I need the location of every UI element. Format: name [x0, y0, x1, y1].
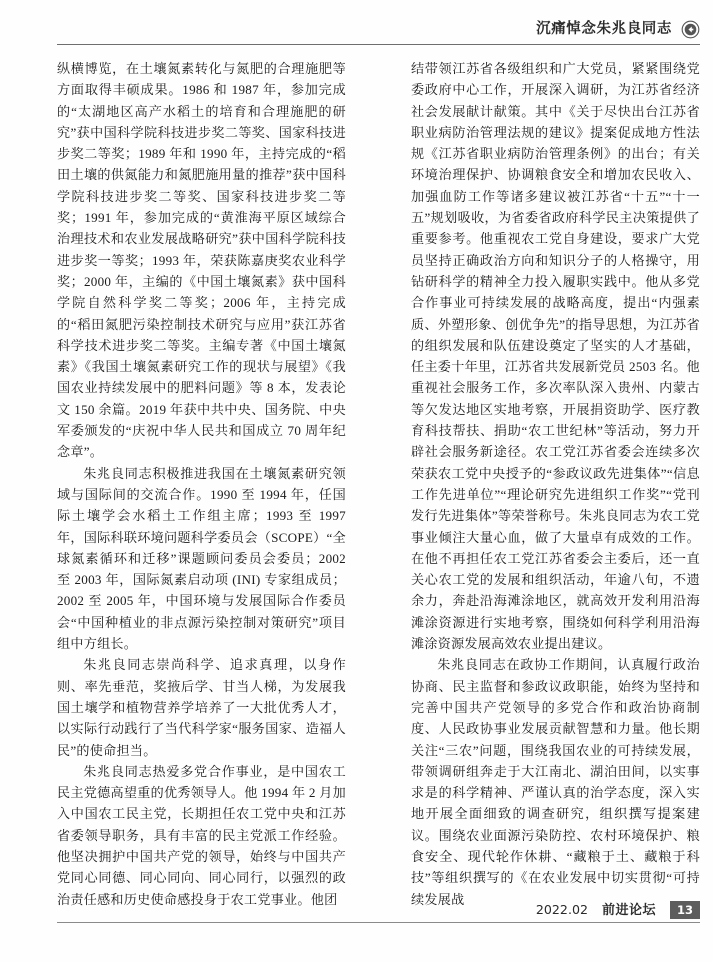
right-column	[411, 58, 700, 907]
paragraph: 朱兆良同志热爱多党合作事业，是中国农工民主党德高望重的优秀领导人。他 1994 年 2 月加入中国农工民主党，长期担任农工党中央和江苏省委领导职务，具有丰富的民主党派工作经验。他坚决拥护中国共产党的领导，始终与中国共产党同心同德、同心同向、同心同行，以强烈的政治责任感和历史使命感投身于农工党事业。他团	[57, 763, 346, 907]
body-columns	[57, 58, 700, 907]
page-number-badge: 13	[670, 901, 700, 919]
paragraph: 朱兆良同志积极推进我国在土壤氮素研究领域与国际间的交流合作。1990 至 1994 年，任国际土壤学会水稻土工作组主席；1993 至 1997 年，国际科联环境问题科学委员会（SCOPE）“全球氮素循环和迁移”课题顾问委员会委员；2002 至 2003 年，国际氮素启动项 (INI) 专家组成员；2002 至 2005 年，中国环境与发展国际合作委员会“中国种植业的非点源污染控制对策研究”项目组中方组长。	[57, 465, 346, 652]
circle-left-arrow-icon	[681, 20, 700, 39]
footer-divider	[57, 922, 700, 923]
page-title: 沉痛悼念朱兆良同志	[536, 20, 672, 37]
left-column	[57, 58, 346, 907]
page-footer	[57, 898, 700, 922]
issue-date: 2022.02	[535, 901, 588, 917]
header-divider	[57, 44, 700, 45]
journal-name: 前进论坛	[601, 902, 656, 918]
paragraph: 朱兆良同志在政协工作期间，认真履行政治协商、民主监督和参政议政职能，始终为坚持和完善中国共产党领导的多党合作和政治协商制度、人民政协事业发展贡献智慧和力量。他长期关注“三农”问题，围绕我国农业的可持续发展，带领调研组奔走于大江南北、湖泊田间，以实事求是的科学精神、严谨认真的治学态度，深入实地开展全面细致的调查研究，组织撰写提案建议。围绕农业面源污染防控、农村环境保护、粮食安全、现代轮作休耕、“藏粮于土、藏粮于科技”等组织撰写的《在农业发展中切实贯彻“可持续发展战	[411, 657, 700, 907]
paragraph: 纵横博览，在土壤氮素转化与氮肥的合理施肥等方面取得丰硕成果。1986 和 1987 年，参加完成的“太湖地区高产水稻土的培育和合理施肥的研究”获中国科学院科技进步奖二等奖、国家科技进步奖二等奖；1989 年和 1990 年，主持完成的“稻田土壤的供氮能力和氮肥施用量的推荐”获中国科学院科技进步奖二等奖、国家科技进步奖二等奖；1991 年，参加完成的“黄淮海平原区域综合治理技术和农业发展战略研究”获中国科学院科技进步奖一等奖；1993 年，荣获陈嘉庚奖农业科学奖；2000 年，主编的《中国土壤氮素》获中国科学院自然科学奖二等奖；2006 年，主持完成的“稻田氮肥污染控制技术研究与应用”获江苏省科学技术进步奖二等奖。主编专著《中国土壤氮素》《我国土壤氮素研究工作的现状与展望》《我国农业持续发展中的肥料问题》等 8 本，发表论文 150 余篇。2019 年获中共中央、国务院、中央军委颁发的“庆祝中华人民共和国成立 70 周年纪念章”。	[57, 61, 346, 460]
running-head	[57, 14, 700, 44]
paragraph: 结带领江苏省各级组织和广大党员，紧紧围绕党委政府中心工作，开展深入调研，为江苏省经济社会发展献计献策。其中《关于尽快出台江苏省职业病防治管理法规的建议》提案促成地方性法规《江苏省职业病防治管理条例》的出台；有关环境治理保护、协调粮食安全和增加农民收入、加强血防工作等诸多建议被江苏省“十五”“十一五”规划吸收，为省委省政府科学民主决策提供了重要参考。他重视农工党自身建设，要求广大党员坚持正确政治方向和知识分子的人格操守，用钻研科学的精神全力投入履职实践中。他从多党合作事业可持续发展的战略高度，提出“内强素质、外塑形象、创优争先”的指导思想，为江苏省的组织发展和队伍建设奠定了坚实的人才基础，任主委十年里，江苏省共发展新党员 2503 名。他重视社会服务工作，多次率队深入贵州、内蒙古等欠发达地区实地考察，开展捐资助学、医疗教育科技帮扶、捐助“农工世纪林”等活动，努力开辟社会服务新途径。农工党江苏省委会连续多次荣获农工党中央授予的“参政议政先进集体”“信息工作先进单位”“理论研究先进组织工作奖”“党刊发行先进集体”等荣誉称号。朱兆良同志为农工党事业倾注大量心血，做了大量卓有成效的工作。在他不再担任农工党江苏省委会主委后，还一直关心农工党的发展和组织活动，年逾八旬，不遗余力，奔赴沿海滩涂地区，就高效开发利用沿海滩涂资源进行实地考察，围绕如何科学利用沿海滩涂资源发展高效农业提出建议。	[411, 61, 700, 652]
paragraph: 朱兆良同志崇尚科学、追求真理，以身作则、率先垂范，奖掖后学、甘当人梯，为发展我国土壤学和植物营养学培养了一大批优秀人才，以实际行动践行了当代科学家“服务国家、造福人民”的使命担当。	[57, 657, 346, 758]
